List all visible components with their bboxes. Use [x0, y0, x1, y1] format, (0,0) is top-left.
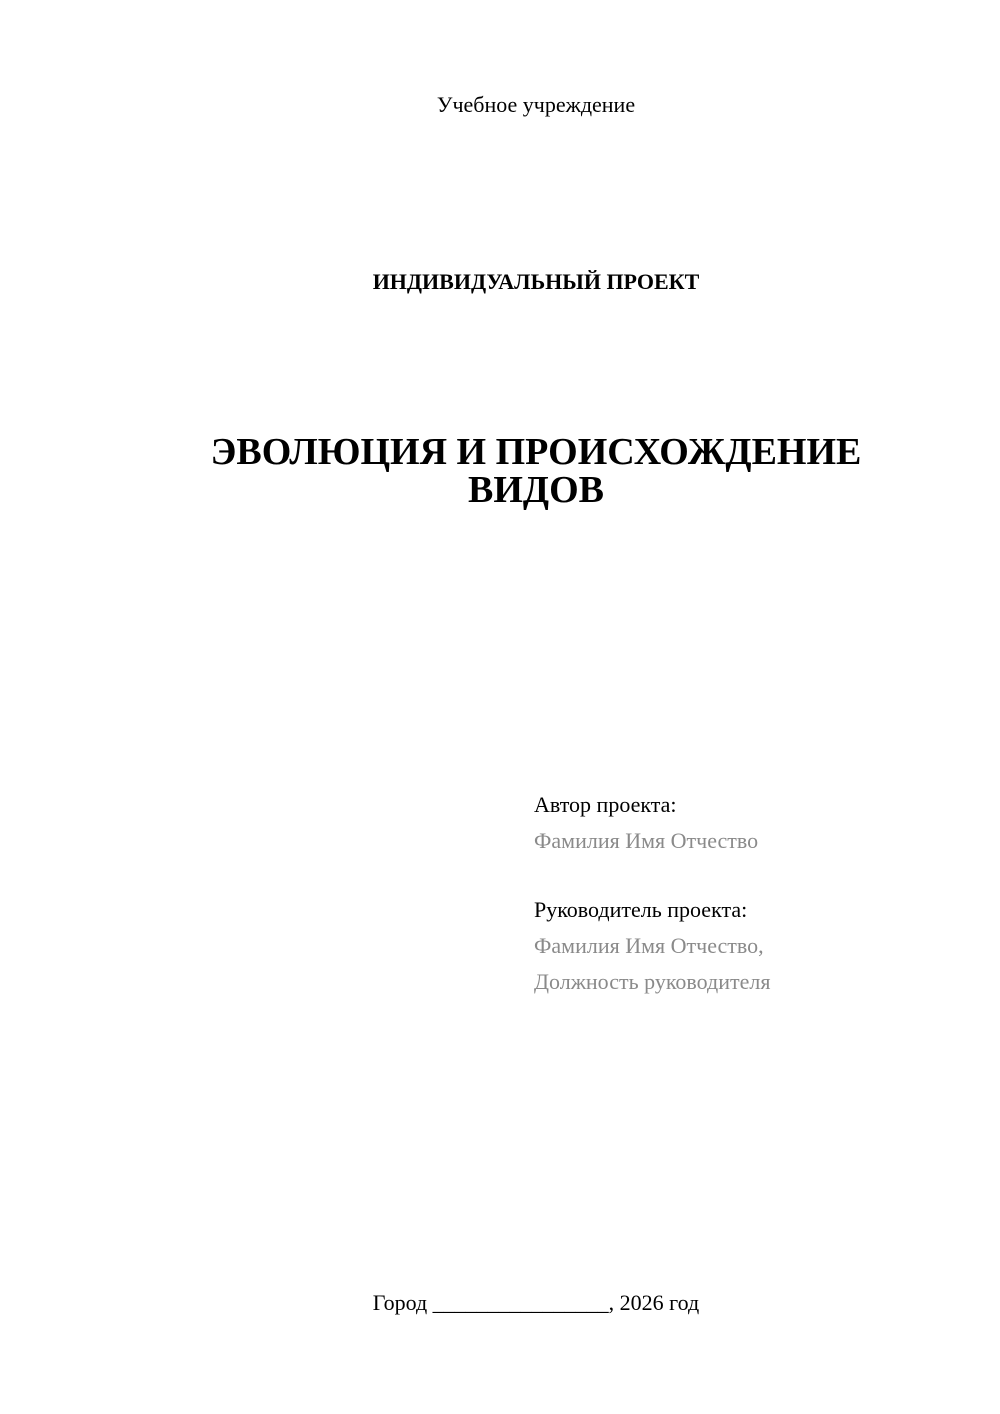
project-title [0, 433, 1000, 509]
author-label: Автор проекта: [534, 792, 677, 817]
credits-spacer [534, 859, 974, 892]
supervisor-name: Фамилия Имя Отчество, [534, 933, 764, 958]
project-title-line-2: ВИДОВ [468, 469, 604, 511]
project-title-line-1: ЭВОЛЮЦИЯ И ПРОИСХОЖДЕНИЕ [210, 431, 862, 473]
institution-name: Учебное учреждение [436, 92, 636, 117]
author-name: Фамилия Имя Отчество [534, 828, 759, 853]
supervisor-position: Должность руководителя [534, 969, 771, 994]
credits-block [534, 787, 974, 1000]
city-year-line: Город ________________, 2026 год [372, 1290, 700, 1315]
document-type-heading: ИНДИВИДУАЛЬНЫЙ ПРОЕКТ [372, 269, 700, 294]
supervisor-label: Руководитель проекта: [534, 897, 748, 922]
